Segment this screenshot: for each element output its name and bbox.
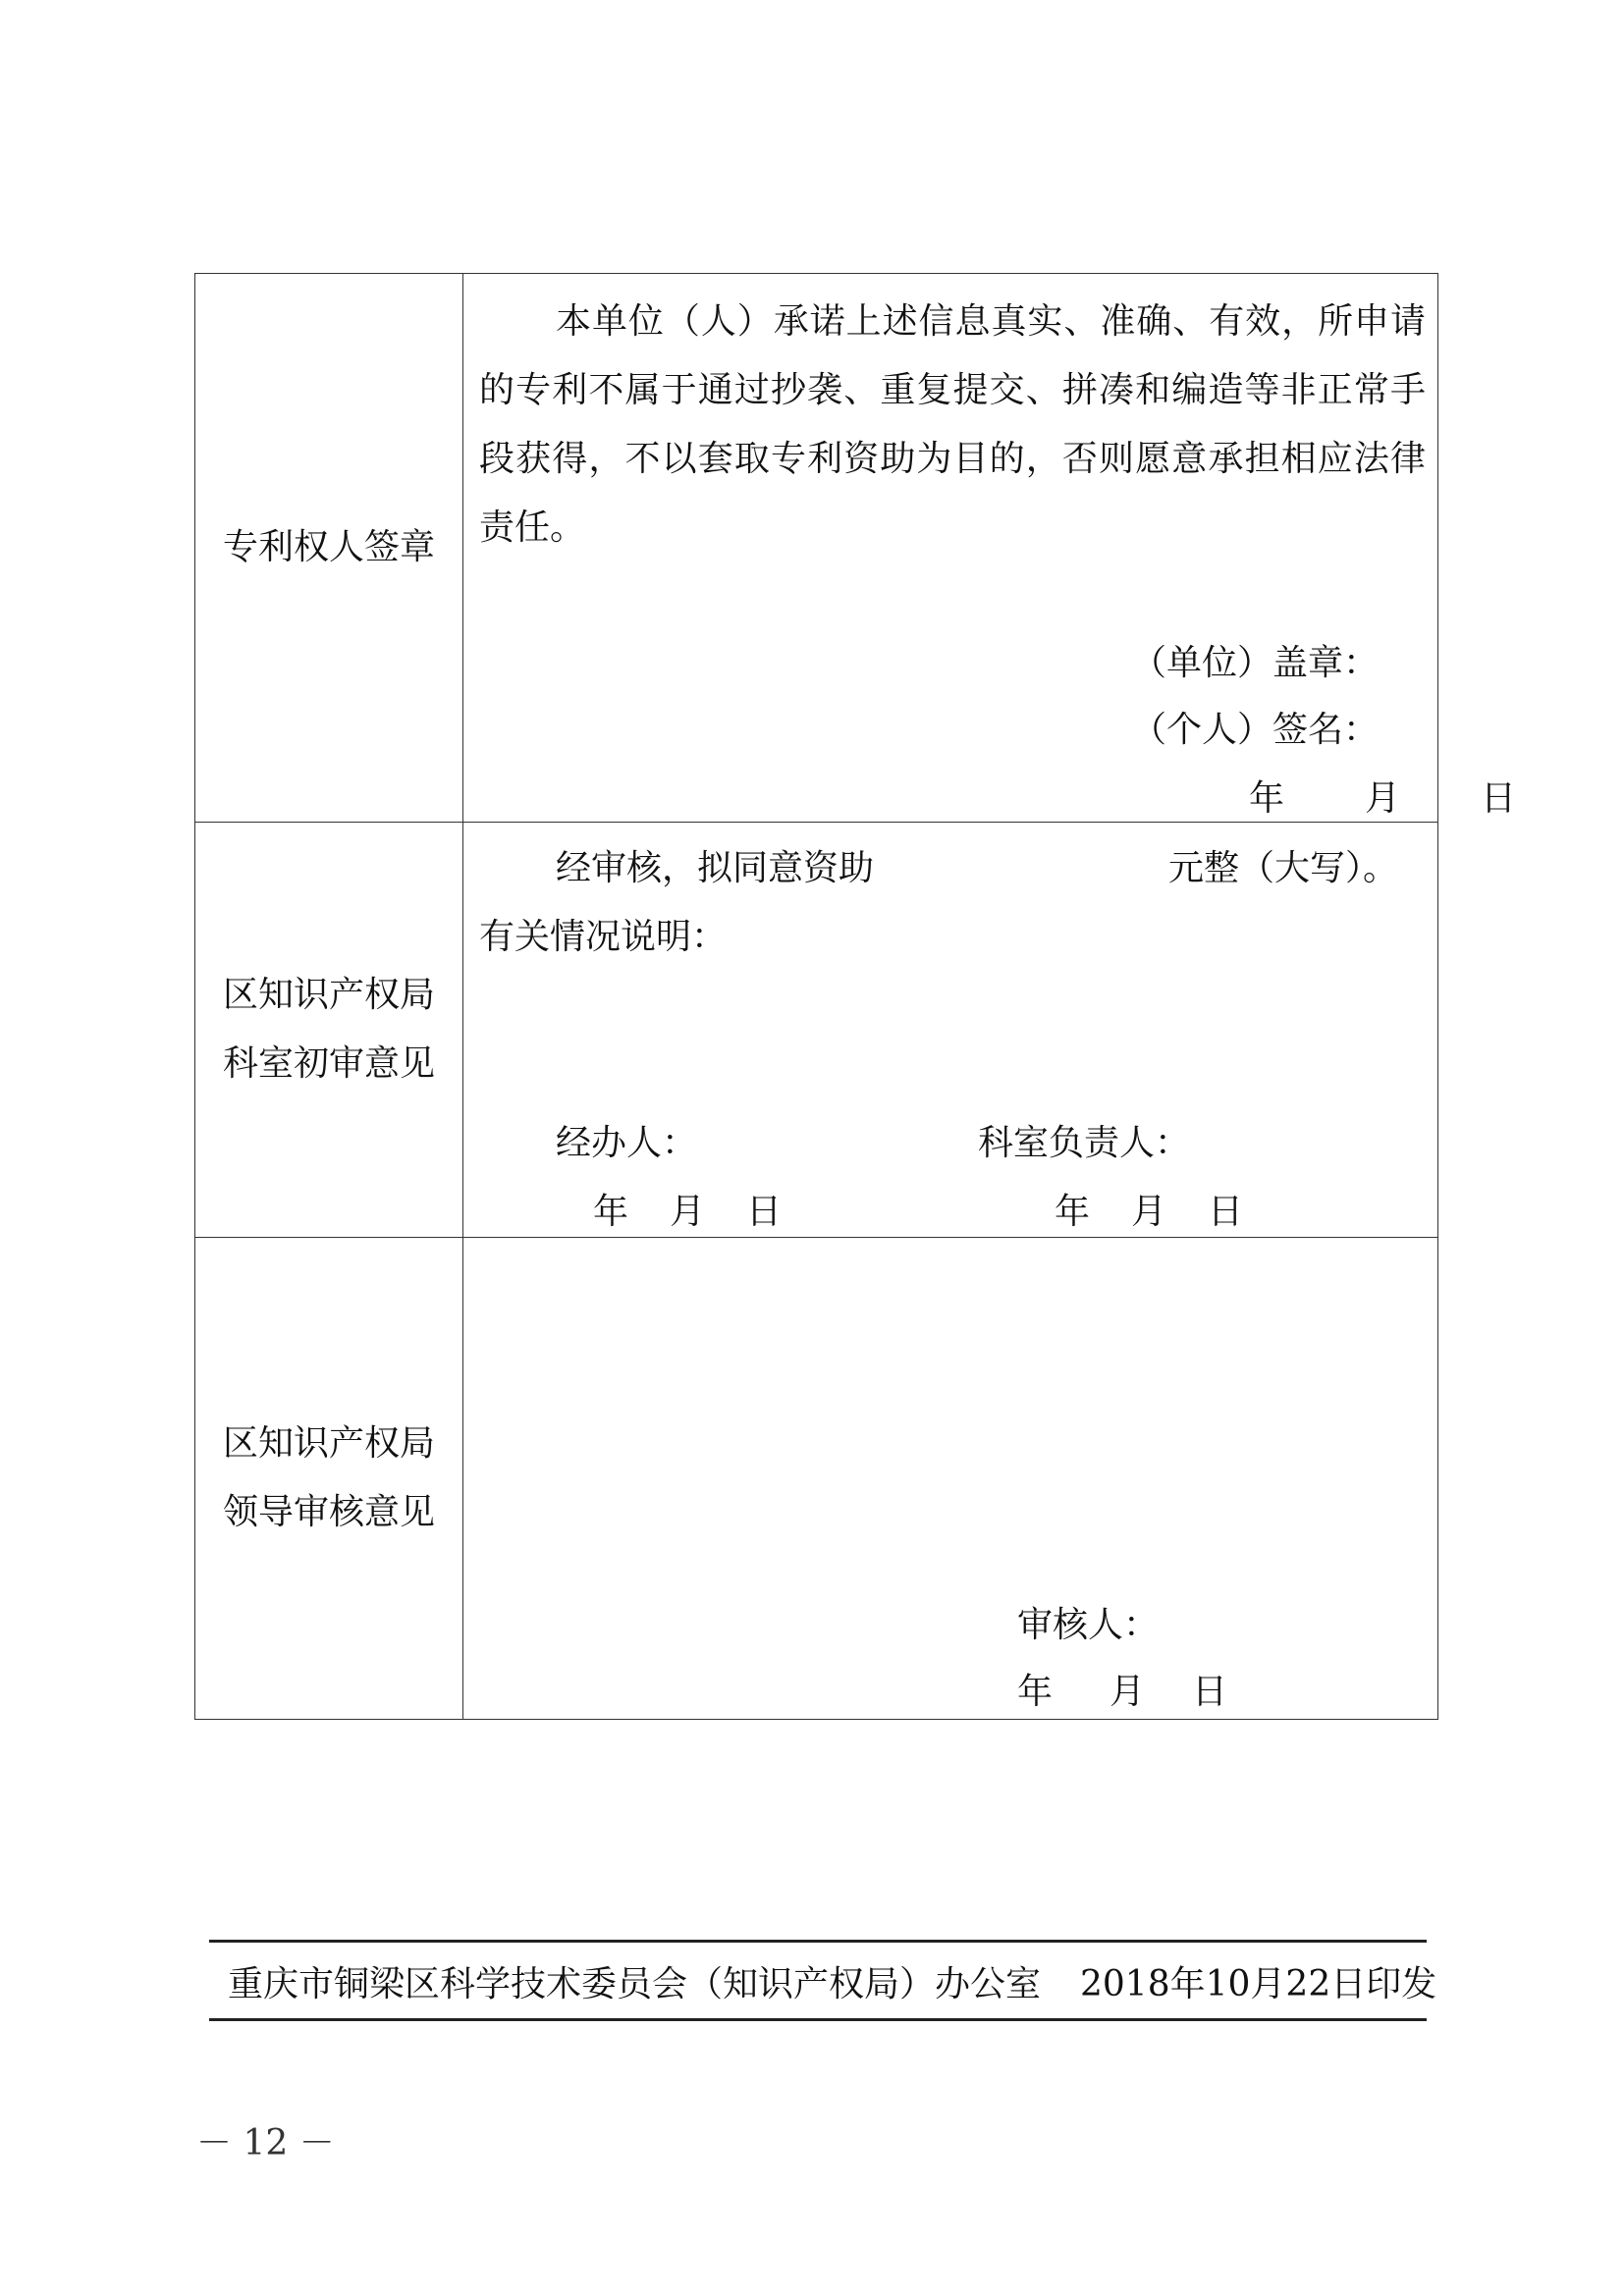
head-date-month: 月: [1131, 1192, 1167, 1232]
label-text: 专利权人签章: [222, 527, 435, 567]
footer-top-rule: [209, 1940, 1427, 1943]
row-leader-review: [195, 1238, 1438, 1720]
reviewer-date-year: 年: [1017, 1672, 1054, 1712]
handler-label: 经办人：: [556, 1123, 698, 1163]
handler-date-year: 年: [593, 1192, 629, 1232]
date-year: 年: [1249, 778, 1285, 819]
label-text-line2: 科室初审意见: [222, 1043, 435, 1084]
head-date-day: 日: [1208, 1192, 1244, 1232]
approval-suffix: 元整（大写）。: [1168, 848, 1399, 888]
handler-date-month: 月: [670, 1192, 706, 1232]
form-table: [194, 273, 1517, 1720]
handler-date-day: 日: [746, 1192, 783, 1232]
label-section-review: [195, 823, 463, 1238]
label-text-line2: 领导审核意见: [222, 1492, 435, 1532]
page-number: － 12 －: [196, 2123, 335, 2163]
footer-issue-date: 2018年10月22日印发: [1080, 1964, 1437, 2004]
label-text-line1: 区知识产权局: [222, 975, 435, 1015]
label-leader-review: [195, 1238, 463, 1720]
cell-patentee-signature: [463, 274, 1517, 823]
reviewer-date-day: 日: [1192, 1672, 1228, 1712]
reviewer-date-month: 月: [1110, 1672, 1146, 1712]
head-date-year: 年: [1055, 1192, 1091, 1232]
approval-prefix: 经审核，拟同意资助: [556, 848, 875, 888]
signature-label: （个人）签名：: [1131, 710, 1380, 750]
date-month: 月: [1365, 778, 1401, 819]
cell-leader-review: [463, 1238, 1438, 1720]
row-patentee-signature: [195, 274, 1438, 823]
cell-section-review: [463, 823, 1438, 1238]
section-head-label: 科室负责人：: [978, 1123, 1191, 1163]
explanation-label: 有关情况说明：: [479, 917, 728, 957]
commitment-statement: 本单位（人）承诺上述信息真实、准确、有效，所申请的专利不属于通过抄袭、重复提交、拼凑和编造等非正常手段获得，不以套取专利资助为目的，否则愿意承担相应法律责任。: [479, 301, 1426, 548]
footer-issuer: 重庆市铜梁区科学技术委员会（知识产权局）办公室: [228, 1964, 1042, 2004]
date-day: 日: [1481, 778, 1517, 819]
seal-label: （单位）盖章：: [1131, 643, 1380, 683]
reviewer-label: 审核人：: [1017, 1605, 1160, 1645]
footer-bottom-rule: [209, 2018, 1427, 2021]
row-section-review: [195, 823, 1438, 1238]
label-text-line1: 区知识产权局: [222, 1423, 435, 1464]
label-patentee-signature: [195, 274, 463, 823]
